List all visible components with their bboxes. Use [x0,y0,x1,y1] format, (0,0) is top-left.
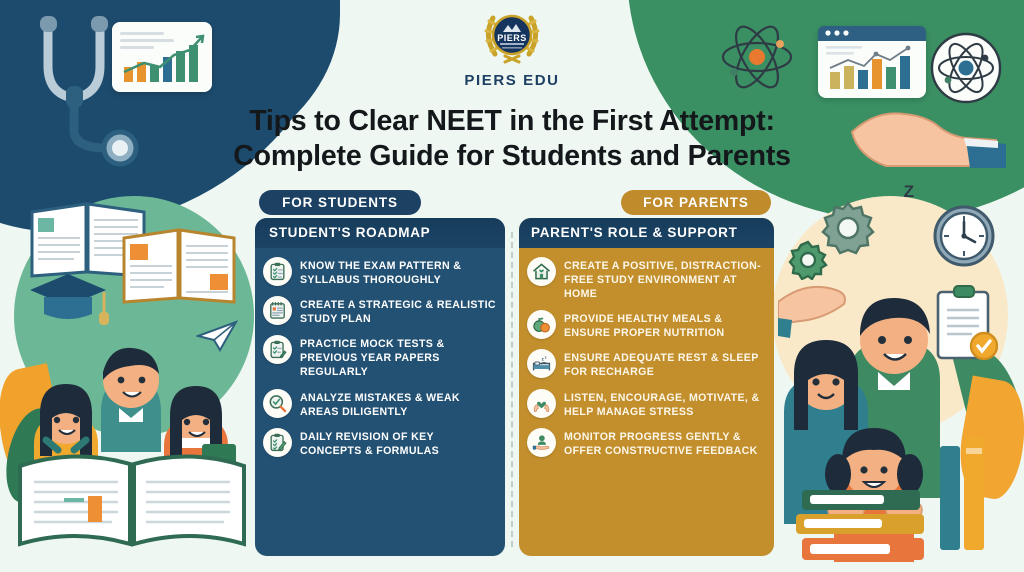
students-panel-heading: STUDENT'S ROADMAP [255,218,505,248]
list-item-label: ANALYZE MISTAKES & WEAK AREAS DILIGENTLY [300,391,460,418]
list-item-label: MONITOR PROGRESS GENTLY & OFFER CONSTRUCTIVE FEEDBACK [564,430,758,457]
list-item [263,257,497,287]
clock-icon [932,204,996,268]
parents-panel [519,218,774,556]
list-item [527,389,766,419]
list-item [263,296,497,326]
svg-text:z: z [544,354,547,360]
clipboard-checklist-icon [263,257,292,286]
list-item-label: DAILY REVISION OF KEY CONCEPTS & FORMULAS [300,430,440,457]
heart-in-hands-icon [527,389,556,418]
title-line-1: Tips to Clear NEET in the First Attempt: [249,105,775,137]
badge-for-parents: FOR PARENTS [621,190,771,215]
list-item [527,428,766,458]
gear-icon-large [820,200,876,256]
fruits-nutrition-icon [527,310,556,339]
standing-books-illustration [936,430,1000,550]
brand-logo [412,4,612,89]
growth-chart-card-left [112,22,212,92]
svg-text:z: z [541,357,544,363]
list-item-label: PRACTICE MOCK TESTS & PREVIOUS YEAR PAPERS REGULARLY [300,338,445,379]
list-item-label: KNOW THE EXAM PATTERN & SYLLABUS THOROUGHLY [300,260,462,287]
list-item [527,349,766,379]
piers-badge-icon [479,4,545,70]
panel-divider [511,232,513,547]
list-item-label: CREATE A POSITIVE, DISTRACTION-FREE STUDY ENVIRONMENT AT HOME [564,260,762,301]
clipboard-pencil-icon [263,428,292,457]
atom-icon-outline [718,18,796,96]
brand-name: PIERS EDU [464,72,560,89]
list-item-label: LISTEN, ENCOURAGE, MOTIVATE, & HELP MANAGE STRESS [564,391,760,418]
list-item [263,335,497,379]
house-heart-icon [527,257,556,286]
parents-panel-heading: PARENT'S ROLE & SUPPORT [519,218,774,248]
list-item-label: ENSURE ADEQUATE REST & SLEEP FOR RECHARGE [564,352,759,379]
person-in-hand-icon [527,428,556,457]
students-tip-list [255,248,505,458]
bed-sleep-icon [527,349,556,378]
book-stack-illustration [792,488,932,564]
title-line-2: Complete Guide for Students and Parents [233,140,791,173]
badge-for-students: FOR STUDENTS [259,190,421,215]
list-item-label: PROVIDE HEALTHY MEALS & ENSURE PROPER NUTRITION [564,313,725,340]
parents-tip-list [519,248,774,458]
sleep-z-mark: Z [903,182,914,201]
list-item [527,257,766,301]
list-item [263,389,497,419]
list-item [263,428,497,458]
clipboard-pen-icon [263,335,292,364]
page-title [0,104,1024,175]
graduation-cap-icon [26,270,110,328]
large-open-book-illustration [14,440,250,552]
magnifier-check-icon [263,389,292,418]
notepad-plan-icon [263,296,292,325]
list-item [527,310,766,340]
svg-text:PIERS: PIERS [497,33,527,43]
students-panel [255,218,505,556]
list-item-label: CREATE A STRATEGIC & REALISTIC STUDY PLAN [300,299,496,326]
open-book-illustration-b [118,222,240,306]
